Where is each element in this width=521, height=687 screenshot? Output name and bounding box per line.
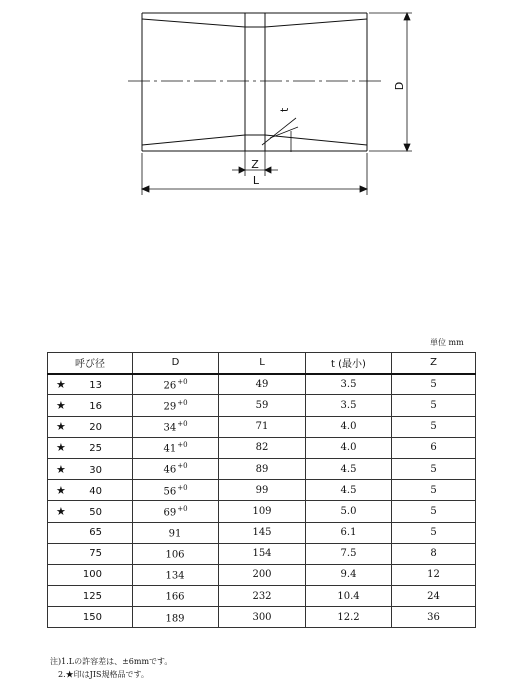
cell-L: 99 [219, 480, 306, 501]
cell-t: 9.4 [306, 564, 392, 585]
cell-nominal-size [48, 607, 133, 628]
cell-nominal-size [48, 522, 133, 543]
cell-nominal-size [48, 564, 133, 585]
cell-L: 59 [219, 395, 306, 416]
cell-nominal-size [48, 480, 133, 501]
D-value: 106 [165, 549, 185, 561]
dimension-L-label: L [252, 174, 260, 187]
cell-Z: 5 [392, 458, 476, 479]
nominal-size-value: 75 [89, 548, 102, 560]
cell-t: 4.5 [306, 480, 392, 501]
unit-label: 単位 mm [430, 338, 464, 347]
cell-nominal-size [48, 437, 133, 458]
jis-star-icon: ★ [56, 378, 66, 392]
D-value: 29 [163, 401, 177, 413]
table-row [48, 607, 476, 628]
header-D: D [133, 353, 219, 374]
nominal-size-value: 40 [89, 485, 102, 497]
cell-nominal-size [48, 543, 133, 564]
cell-D [133, 586, 219, 607]
cell-t: 7.5 [306, 543, 392, 564]
nominal-size-value: 150 [82, 611, 102, 623]
jis-star-icon: ★ [56, 504, 66, 518]
jis-star-icon: ★ [56, 420, 66, 434]
cell-t: 4.5 [306, 458, 392, 479]
D-value: 189 [165, 613, 185, 624]
table-row [48, 543, 476, 564]
cell-L: 89 [219, 458, 306, 479]
cell-nominal-size [48, 395, 133, 416]
cell-L: 145 [219, 522, 306, 543]
cell-t: 12.2 [306, 607, 392, 628]
nominal-size-value: 125 [82, 590, 102, 602]
cell-t: 10.4 [306, 586, 392, 607]
cell-Z: 8 [392, 543, 476, 564]
cell-D [133, 395, 219, 416]
header-Z: Z [392, 353, 476, 374]
cell-Z: 5 [392, 522, 476, 543]
cell-t: 4.0 [306, 437, 392, 458]
cell-L: 71 [219, 416, 306, 437]
cell-L: 109 [219, 501, 306, 522]
D-value: 166 [165, 591, 185, 603]
cell-D [133, 501, 219, 522]
nominal-size-value: 100 [82, 569, 102, 581]
D-tolerance: +0 [177, 398, 188, 407]
jis-star-icon: ★ [56, 441, 66, 455]
cell-t: 3.5 [306, 374, 392, 395]
cell-L: 82 [219, 437, 306, 458]
D-tolerance: +0 [177, 377, 188, 386]
cell-D [133, 564, 219, 585]
D-value: 56 [163, 485, 177, 497]
dimension-D-label: D [393, 81, 406, 91]
cell-Z: 5 [392, 395, 476, 416]
cell-Z: 5 [392, 501, 476, 522]
cell-D [133, 480, 219, 501]
cell-D [133, 607, 219, 628]
table-row [48, 458, 476, 479]
table-row [48, 586, 476, 607]
cell-Z: 6 [392, 437, 476, 458]
cell-Z: 36 [392, 607, 476, 628]
D-value: 46 [163, 464, 177, 476]
cell-nominal-size [48, 416, 133, 437]
cell-D [133, 374, 219, 395]
cell-Z: 5 [392, 480, 476, 501]
cell-t: 4.0 [306, 416, 392, 437]
table-body [48, 374, 476, 628]
note-2: 2.★印はJIS規格品です。 [58, 670, 149, 679]
table-row [48, 564, 476, 585]
cell-nominal-size [48, 374, 133, 395]
cell-nominal-size [48, 501, 133, 522]
D-value: 41 [163, 443, 177, 455]
socket-outline [142, 13, 367, 151]
cell-Z: 5 [392, 374, 476, 395]
table-row [48, 416, 476, 437]
table-row [48, 501, 476, 522]
D-value: 91 [168, 528, 182, 540]
cell-D [133, 458, 219, 479]
cell-t: 5.0 [306, 501, 392, 522]
D-tolerance: +0 [177, 441, 188, 450]
jis-star-icon: ★ [56, 483, 66, 497]
cell-D [133, 522, 219, 543]
cell-D [133, 543, 219, 564]
table-row [48, 374, 476, 395]
cell-L: 300 [219, 607, 306, 628]
nominal-size-value: 30 [89, 464, 102, 476]
table-row [48, 480, 476, 501]
cell-D [133, 416, 219, 437]
dimension-table [47, 352, 476, 628]
nominal-size-value: 65 [89, 527, 102, 539]
cell-L: 49 [219, 374, 306, 395]
D-tolerance: +0 [177, 504, 188, 513]
table-header-row [48, 353, 476, 374]
header-t: t (最小) [306, 353, 392, 374]
notes [50, 655, 172, 681]
cell-Z: 24 [392, 586, 476, 607]
nominal-size-value: 13 [89, 380, 102, 392]
nominal-size-value: 16 [89, 400, 102, 412]
nominal-size-value: 50 [89, 506, 102, 518]
table-row [48, 395, 476, 416]
table-row [48, 522, 476, 543]
header-nominal-size: 呼び径 [48, 353, 133, 374]
cell-D [133, 437, 219, 458]
cell-Z: 5 [392, 416, 476, 437]
table-row [48, 437, 476, 458]
note-1: 注)1.Lの許容差は、±6mmです。 [50, 657, 173, 666]
cell-nominal-size [48, 458, 133, 479]
socket-technical-drawing [0, 0, 521, 210]
nominal-size-value: 25 [89, 443, 102, 455]
jis-star-icon: ★ [56, 462, 66, 476]
header-L: L [219, 353, 306, 374]
cell-t: 6.1 [306, 522, 392, 543]
D-value: 26 [163, 380, 177, 392]
cell-L: 232 [219, 586, 306, 607]
cell-L: 200 [219, 564, 306, 585]
D-value: 69 [163, 507, 177, 519]
D-value: 134 [165, 570, 185, 582]
dimension-Z-label: Z [251, 158, 259, 171]
cell-nominal-size [48, 586, 133, 607]
D-tolerance: +0 [177, 483, 188, 492]
D-value: 34 [163, 422, 177, 434]
cell-t: 3.5 [306, 395, 392, 416]
cell-L: 154 [219, 543, 306, 564]
nominal-size-value: 20 [89, 422, 102, 434]
jis-star-icon: ★ [56, 398, 66, 412]
cell-Z: 12 [392, 564, 476, 585]
D-tolerance: +0 [177, 462, 188, 471]
dimension-t-label: t [278, 107, 291, 112]
D-tolerance: +0 [177, 419, 188, 428]
